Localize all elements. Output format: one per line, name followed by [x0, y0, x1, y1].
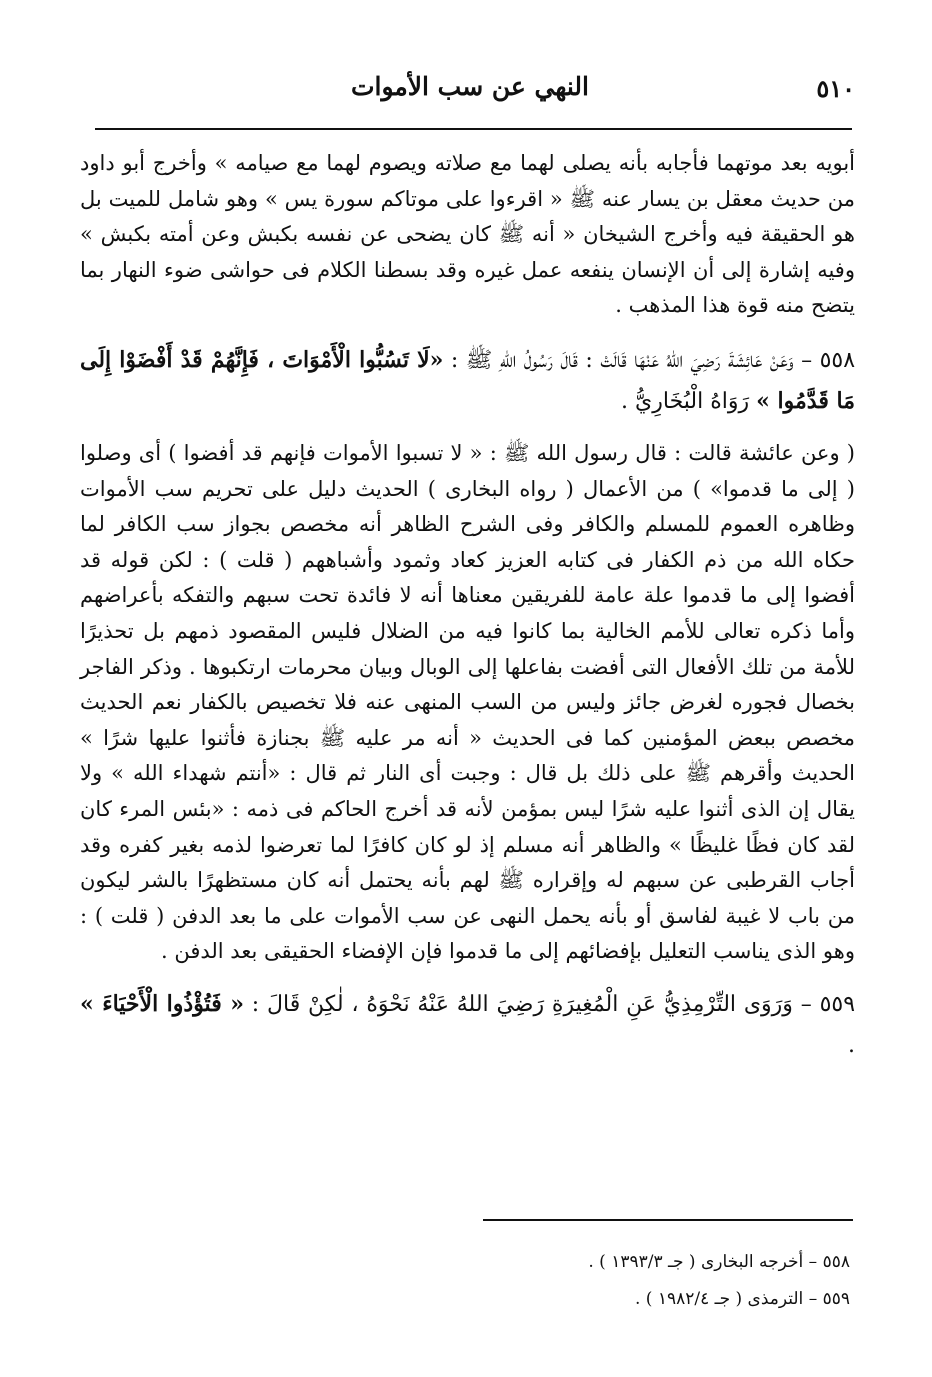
- hadith-559-intro: ٥٥٩ – وَرَوَى التِّرْمِذِيُّ عَنِ الْمُغِيرَةِ رَضِيَ اللهُ عَنْهُ نَحْوَهُ ، لٰكِنْ قَالَ :: [251, 991, 856, 1017]
- hadith-559-text: « فَتُؤْذُوا الْأَحْيَاءَ »: [80, 990, 244, 1017]
- page-body: [80, 146, 855, 1080]
- footnote-558: ٥٥٨ – أخرجه البخارى ( جـ ١٣٩٣/٣ ) .: [588, 1252, 850, 1272]
- commentary-paragraph-continued: أبويه بعد موتهما فأجابه بأنه يصلى لهما مع صلاته ويصوم لهما مع صيامه » وأخرج أبو داود من حديث معقل بن يسار عنه ﷺ « اقرءوا على موتاكم سورة يس » وهو شامل للميت بل هو الحقيقة فيه وأخرج الشيخان « أنه ﷺ كان يضحى عن نفسه بكبش وعن أمته بكبش » وفيه إشارة إلى أن الإنسان ينفعه عمل غيره وقد بسطنا الكلام فى حواشى ضوء النهار بما يتضح منه قوة هذا المذهب .: [80, 151, 855, 318]
- hadith-559-end: .: [848, 1032, 855, 1058]
- page-header: [85, 72, 855, 112]
- hadith-558-source: رَوَاهُ الْبُخَارِيُّ .: [621, 388, 750, 414]
- commentary-paragraph-558: ( وعن عائشة قالت : قال رسول الله ﷺ : « لا تسبوا الأموات فإنهم قد أفضوا ) أى وصلوا ( إلى ما قدموا» ) من الأعمال ( رواه البخارى ) الحديث دليل على تحريم سب الأموات وظاهره العموم للمسلم والكافر وفى الشرح الظاهر أنه مخصص بجواز سب الكافر لما حكاه الله من ذم الكفار فى كتابه العزيز كعاد وثمود وأشباههم ( قلت ) : لكن قوله قد أفضوا إلى ما قدموا علة عامة للفريقين معناها أنه لا فائدة تحت سبهم والتفكه بأعراضهم وأما ذكره تعالى للأمم الخالية بما كانوا فيه من الضلال فليس المقصود ذمهم بل تحذيرًا للأمة من تلك الأفعال التى أفضت بفاعلها إلى الوبال وبيان محرمات ارتكبوها . وذكر الفاجر بخصال فجوره لغرض جائز وليس من السب المنهى عنه فلا تخصيص بالكفار نعم الحديث مخصص ببعض المؤمنين كما فى الحديث « أنه مر عليه ﷺ بجنازة فأثنوا عليها شرًا » الحديث وأقرهم ﷺ على ذلك بل قال : وجبت أى النار ثم قال : «أنتم شهداء الله » ولا يقال إن الذى أثنوا عليه شرًا ليس بمؤمن لأنه قد أخرج الحاكم فى ذمه : «بئس المرء كان لقد كان فظًا غليظًا » والظاهر أنه مسلم إذ لو كان كافرًا لما تعرضوا لذمه بغير كفره وقد أجاب القرطبى عن سبهم له وإقراره ﷺ لهم بأنه يحتمل أنه كان مستظهرًا بالشر ليكون من باب لا غيبة لفاسق أو بأنه يحمل النهى عن سب الأموات على ما بعد الدفن ( قلت ) : وهو الذى يناسب التعليل بإفضائهم إلى ما قدموا فإن الإفضاء الحقيقى بعد الدفن .: [80, 440, 855, 964]
- footnotes: [480, 1244, 850, 1318]
- chapter-title: النهي عن سب الأموات: [350, 72, 589, 101]
- footnote-559: ٥٥٩ – الترمذى ( جـ ١٩٨٢/٤ ) .: [634, 1289, 850, 1309]
- footnote-divider: [483, 1219, 853, 1221]
- page-number: ٥١٠: [816, 74, 855, 103]
- hadith-558-text: «لَا تَسُبُّوا الْأَمْوَاتَ ، فَإِنَّهُمْ قَدْ أَفْضَوْا إِلَى مَا قَدَّمُوا »: [80, 346, 855, 414]
- hadith-558: [80, 340, 855, 422]
- hadith-558-intro: ٥٥٨ – وَعَنْ عَائِشَةَ رَضِيَ اللهُ عَنْهَا قَالَتْ : قَالَ رَسُولُ اللهِ ﷺ :: [450, 347, 856, 373]
- hadith-559: [80, 984, 855, 1066]
- header-divider: [95, 128, 852, 130]
